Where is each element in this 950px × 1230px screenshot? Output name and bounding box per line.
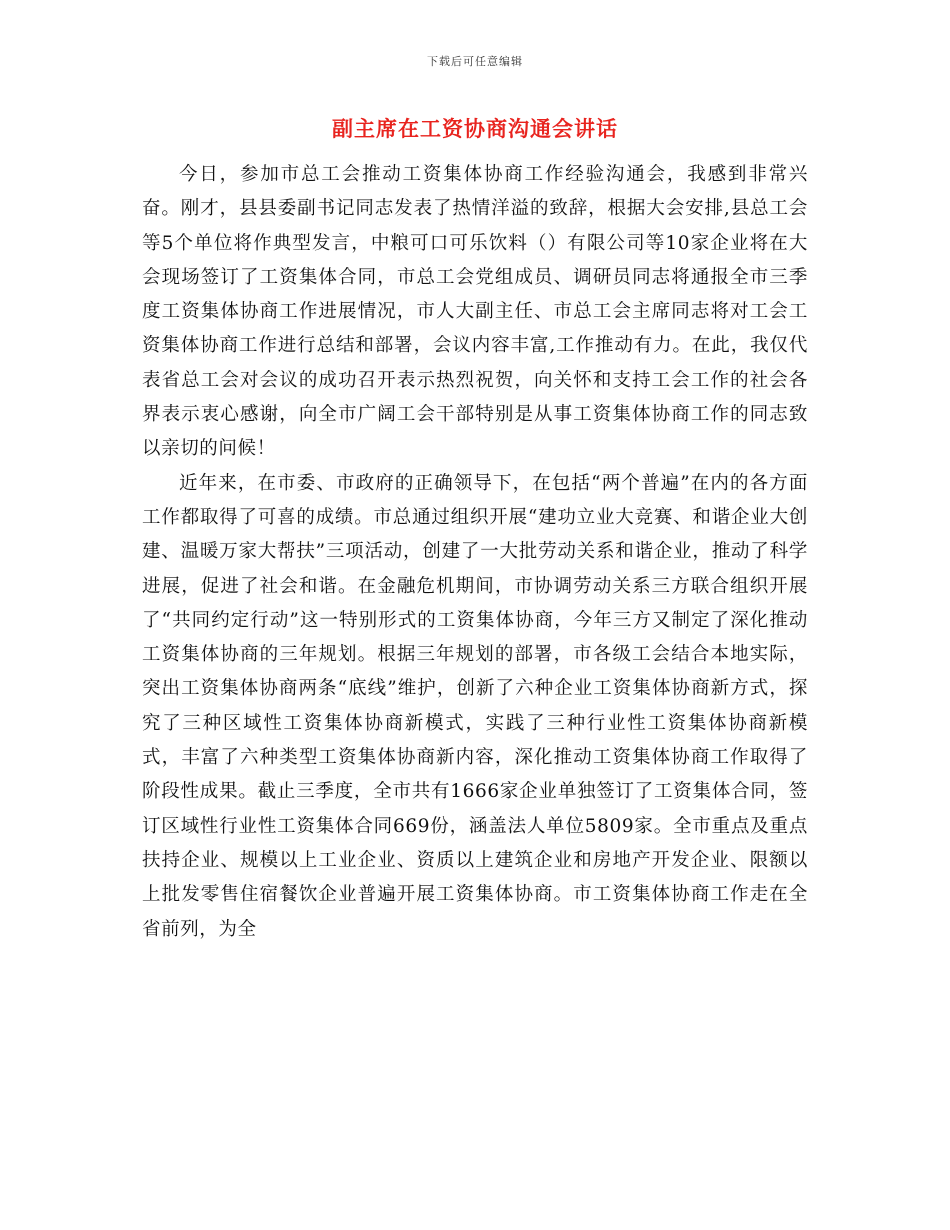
paragraph: 近年来，在市委、市政府的正确领导下，在包括“两个普遍”在内的各方面工作都取得了可喜的成绩。市总通过组织开展“建功立业大竞赛、和谐企业大创建、温暖万家大帮扶”三项活动，创建了一大批劳动关系和谐企业，推动了科学进展，促进了社会和谐。在金融危机期间，市协调劳动关系三方联合组织开展了“共同约定行动”这一特别形式的工资集体协商，今年三方又制定了深化推动工资集体协商的三年规划。根据三年规划的部署，市各级工会结合本地实际，突出工资集体协商两条“底线”维护，创新了六种企业工资集体协商新方式，探究了三种区域性工资集体协商新模式，实践了三种行业性工资集体协商新模式，丰富了六种类型工资集体协商新内容，深化推动工资集体协商工作取得了阶段性成果。截止三季度，全市共有1666家企业单独签订了工资集体合同，签订区域性行业性工资集体合同669份，涵盖法人单位5809家。全市重点及重点扶持企业、规模以上工业企业、资质以上建筑企业和房地产开发企业、限额以上批发零售住宿餐饮企业普遍开展工资集体协商。市工资集体协商工作走在全省前列，为全 [142, 472, 808, 940]
document-title: 副主席在工资协商沟通会讲话 [332, 117, 618, 141]
paragraph: 今日，参加市总工会推动工资集体协商工作经验沟通会，我感到非常兴奋。刚才，县县委副书记同志发表了热情洋溢的致辞，根据大会安排,县总工会等5个单位将作典型发言，中粮可口可乐饮料（）有限公司等10家企业将在大会现场签订了工资集体合同，市总工会党组成员、调研员同志将通报全市三季度工资集体协商工作进展情况，市人大副主任、市总工会主席同志将对工会工资集体协商工作进行总结和部署，会议内容丰富,工作推动有力。在此，我仅代表省总工会对会议的成功召开表示热烈祝贺，向关怀和支持工会工作的社会各界表示衷心感谢，向全市广阔工会干部特别是从事工资集体协商工作的同志致以亲切的问候！ [142, 164, 808, 460]
header-note: 下载后可任意编辑 [427, 55, 523, 68]
document-body [142, 158, 808, 947]
